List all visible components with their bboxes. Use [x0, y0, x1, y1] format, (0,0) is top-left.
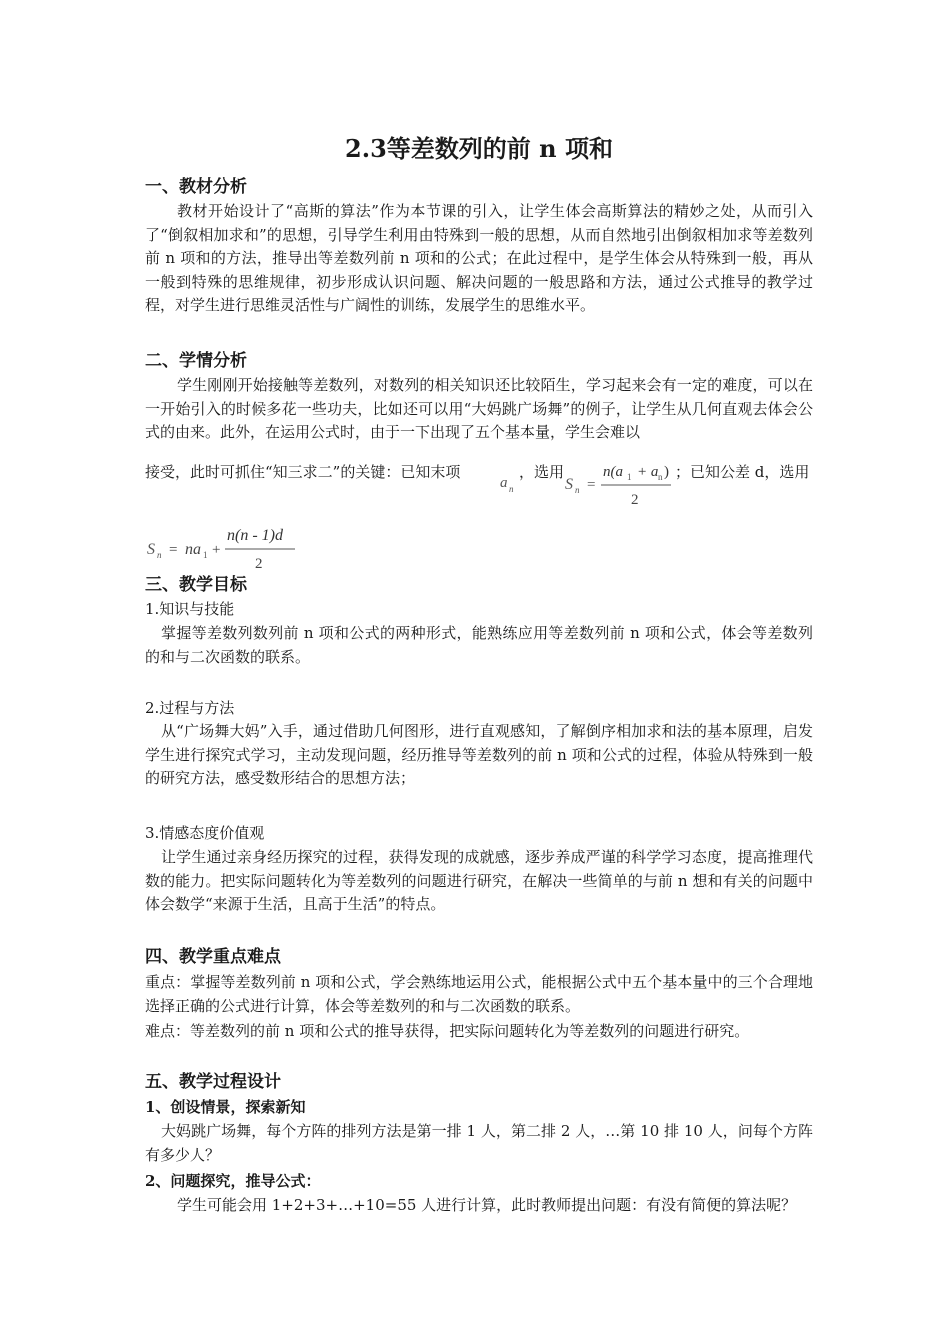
formula-line-text-a: 接受，此时可抓住“知三求二”的关键：已知末项	[145, 463, 461, 481]
student-analysis-paragraph: 学生刚刚开始接触等差数列，对数列的相关知识还比较陌生，学习起来会有一定的难度，可以在一开始引入的时候多花一些功夫，比如还可以用“大妈跳广场舞”的例子，让学生从几何直观去体会公式的由来。此外，在运用公式时，由于一下出现了五个基本量，学生会难以	[145, 376, 813, 441]
svg-text:=: =	[587, 477, 596, 493]
goal-process-paragraph: 从“广场舞大妈”入手，通过借助几何图形，进行直观感知，了解倒序相加求和法的基本原理，启发学生进行探究式学习，主动发现问题，经历推导等差数列的前 n 项和公式的过程，体验从特殊到一般的研究方法，感受数形结合的思想方法；	[145, 722, 813, 787]
svg-text:S: S	[565, 476, 573, 493]
svg-text:1: 1	[627, 472, 632, 482]
svg-text:n: n	[157, 550, 162, 560]
svg-text:+: +	[212, 542, 221, 558]
step1-paragraph: 大妈跳广场舞，每个方阵的排列方法是第一排 1 人，第二排 2 人，…第 10 排 10 人，问每个方阵有多少人？	[145, 1122, 813, 1164]
formula-line-text-b: ，选用	[519, 463, 565, 481]
key-points-paragraph: 重点：掌握等差数列前 n 项和公式，学会熟练地运用公式，能根据公式中五个基本量中的三个合理地选择正确的公式进行计算，体会等差数列的和与二次函数的联系。	[145, 973, 813, 1015]
section-heading-teaching-process: 五、教学过程设计	[145, 1072, 281, 1092]
svg-text:n: n	[658, 472, 663, 482]
svg-text:a: a	[500, 475, 508, 491]
section-heading-textbook-analysis: 一、教材分析	[145, 177, 247, 197]
step2-paragraph: 学生可能会用 1+2+3+…+10=55 人进行计算，此时教师提出问题：有没有简便的算法呢？	[177, 1196, 797, 1214]
step1-title: 1、创设情景，探索新知	[145, 1098, 306, 1116]
document-title: 2.3等差数列的前 n 项和	[345, 134, 613, 163]
svg-text:+ a: + a	[637, 464, 659, 480]
goal-attitude-paragraph: 让学生通过亲身经历探究的过程，获得发现的成就感，逐步养成严谨的科学学习态度，提高推理代数的能力。把实际问题转化为等差数列的问题进行研究，在解决一些简单的与前 n 想和有关的问题中体会数学“来源于生活，且高于生活”的特点。	[145, 848, 813, 913]
goal-knowledge-paragraph: 掌握等差数列数列前 n 项和公式的两种形式，能熟练应用等差数列前 n 项和公式，体会等差数列的和与二次函数的联系。	[145, 624, 813, 666]
formula-line	[145, 455, 813, 515]
svg-text:n(n - 1)d: n(n - 1)d	[227, 527, 283, 544]
step2-title: 2、问题探究，推导公式：	[145, 1172, 321, 1190]
sum-formula-2	[145, 520, 305, 576]
goal-process-title: 2.过程与方法	[145, 699, 235, 717]
section-heading-teaching-goals: 三、教学目标	[145, 575, 247, 595]
goal-knowledge-title: 1.知识与技能	[145, 600, 235, 618]
svg-text:1: 1	[203, 550, 208, 560]
sum-formula-1	[563, 455, 675, 511]
svg-text:): )	[664, 464, 669, 480]
goal-attitude-title: 3.情感态度价值观	[145, 824, 265, 842]
section-heading-key-difficult: 四、教学重点难点	[145, 947, 281, 967]
svg-text:n: n	[575, 485, 580, 495]
svg-text:S: S	[147, 541, 155, 558]
svg-text:2: 2	[631, 492, 639, 508]
svg-text:n(a: n(a	[603, 464, 623, 480]
section-heading-student-analysis: 二、学情分析	[145, 351, 247, 371]
svg-text:n: n	[509, 484, 514, 494]
textbook-analysis-paragraph: 教材开始设计了“高斯的算法”作为本节课的引入，让学生体会高斯算法的精妙之处，从而引入了“倒叙相加求和”的思想，引导学生利用由特殊到一般的思想，从而自然地引出倒叙相加求等差数列前 n 项和的方法，推导出等差数列前 n 项和的公式；在此过程中，是学生体会从特殊到一般，再从一般到特殊的思维规律，初步形成认识问题、解决问题的一般思路和方法，通过公式推导的教学过程，对学生进行思维灵活性与广阔性的训练，发展学生的思维水平。	[145, 202, 813, 314]
svg-text:2: 2	[255, 556, 263, 572]
svg-text:na: na	[185, 541, 201, 558]
an-symbol	[499, 469, 519, 497]
formula-line-text-c: ；已知公差 d，选用	[675, 463, 810, 481]
difficult-points-paragraph: 难点：等差数列的前 n 项和公式的推导获得，把实际问题转化为等差数列的问题进行研究。	[145, 1022, 750, 1040]
svg-text:=: =	[169, 542, 178, 558]
